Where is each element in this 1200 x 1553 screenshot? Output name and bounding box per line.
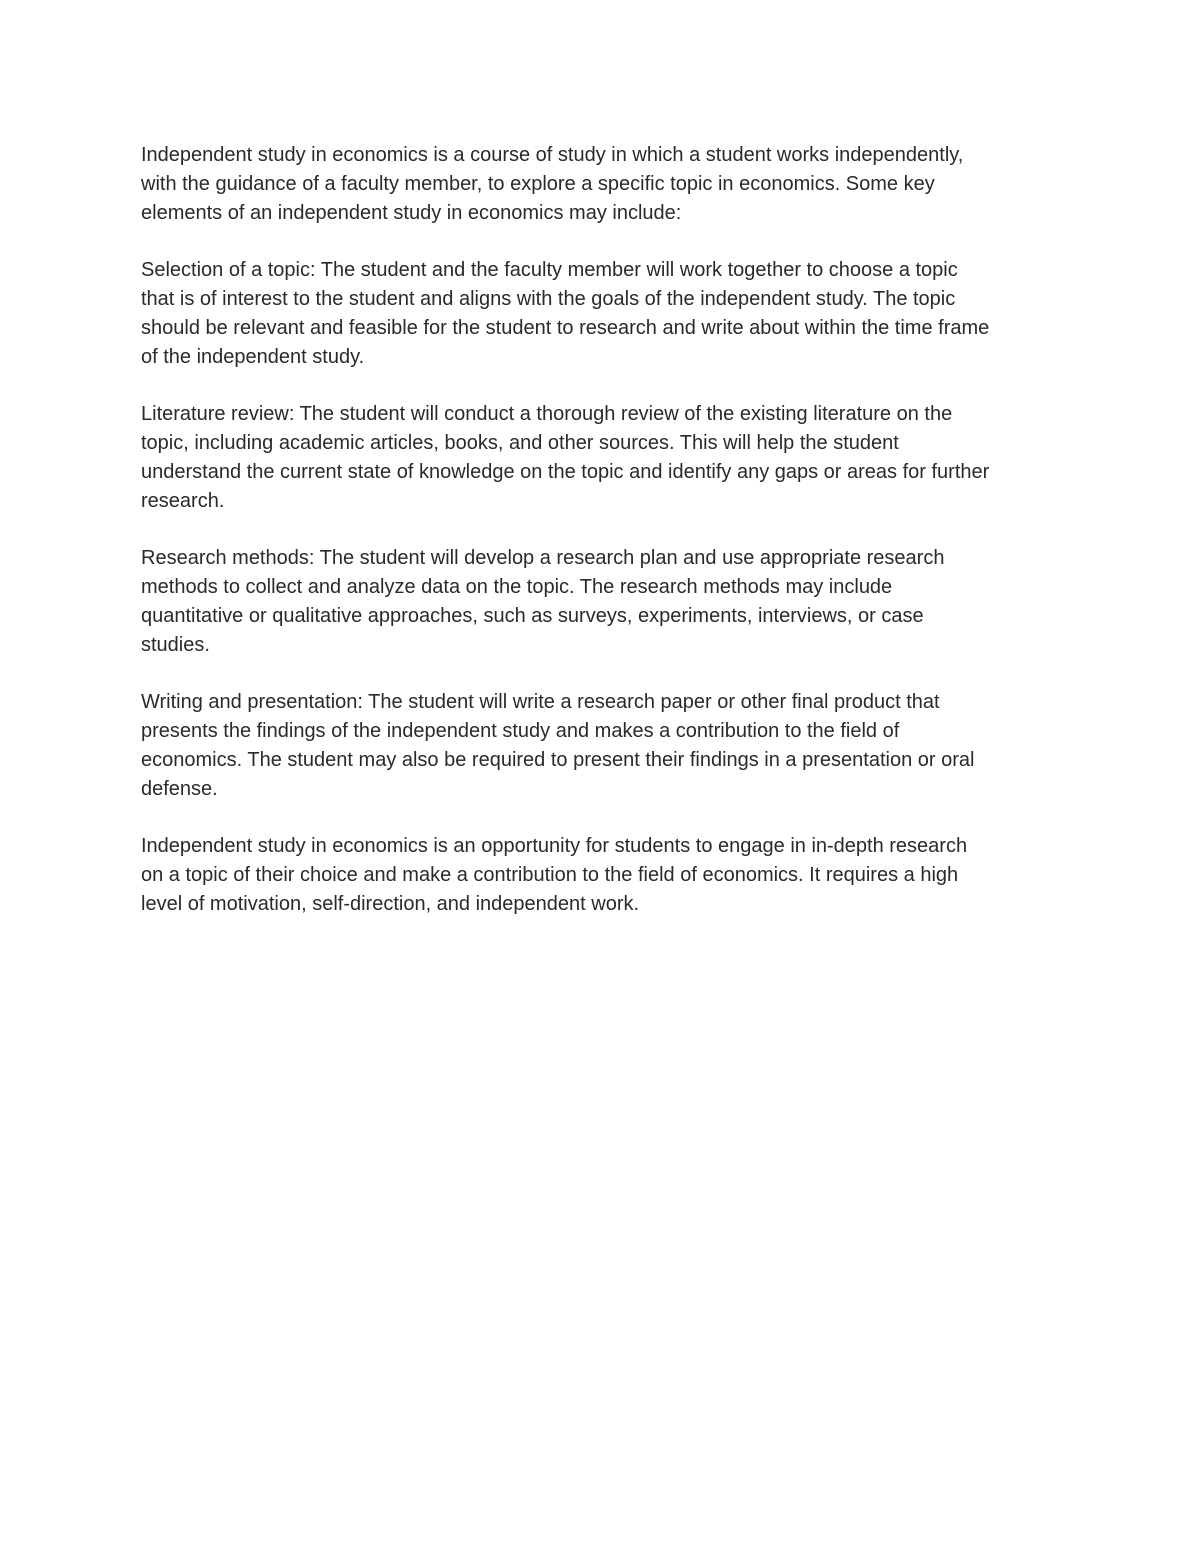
text-line: on a topic of their choice and make a contribution to the field of economics. It requires a high [141,864,959,886]
text-line: research. [141,490,225,512]
text-line: defense. [141,778,218,800]
text-line: should be relevant and feasible for the student to research and write about within the time frame [141,317,990,339]
document-body [141,141,1061,947]
text-line: Independent study in economics is an opportunity for students to engage in in-depth research [141,835,968,857]
text-line: methods to collect and analyze data on the topic. The research methods may include [141,576,893,598]
text-line: studies. [141,634,210,656]
text-line: Selection of a topic: The student and the faculty member will work together to choose a topic [141,259,958,281]
text-line: economics. The student may also be required to present their findings in a presentation or oral [141,749,975,771]
text-line: Literature review: The student will conduct a thorough review of the existing literature on the [141,403,953,425]
text-line: presents the findings of the independent study and makes a contribution to the field of [141,720,900,742]
text-line: quantitative or qualitative approaches, such as surveys, experiments, interviews, or case [141,605,924,627]
text-line: Research methods: The student will develop a research plan and use appropriate research [141,547,945,569]
text-line: Independent study in economics is a course of study in which a student works independently, [141,144,964,166]
text-line: elements of an independent study in economics may include: [141,202,682,224]
paragraph-conclusion [141,832,1061,919]
paragraph-writing-and-presentation [141,688,1061,804]
text-line: of the independent study. [141,346,365,368]
text-line: Writing and presentation: The student will write a research paper or other final product that [141,691,940,713]
text-line: topic, including academic articles, books, and other sources. This will help the student [141,432,899,454]
text-line: with the guidance of a faculty member, to explore a specific topic in economics. Some key [141,173,935,195]
paragraph-literature-review [141,400,1061,516]
paragraph-intro [141,141,1061,228]
paragraph-research-methods [141,544,1061,660]
paragraph-selection-of-topic [141,256,1061,372]
text-line: level of motivation, self-direction, and independent work. [141,893,640,915]
text-line: that is of interest to the student and aligns with the goals of the independent study. The topic [141,288,956,310]
text-line: understand the current state of knowledge on the topic and identify any gaps or areas for further [141,461,990,483]
